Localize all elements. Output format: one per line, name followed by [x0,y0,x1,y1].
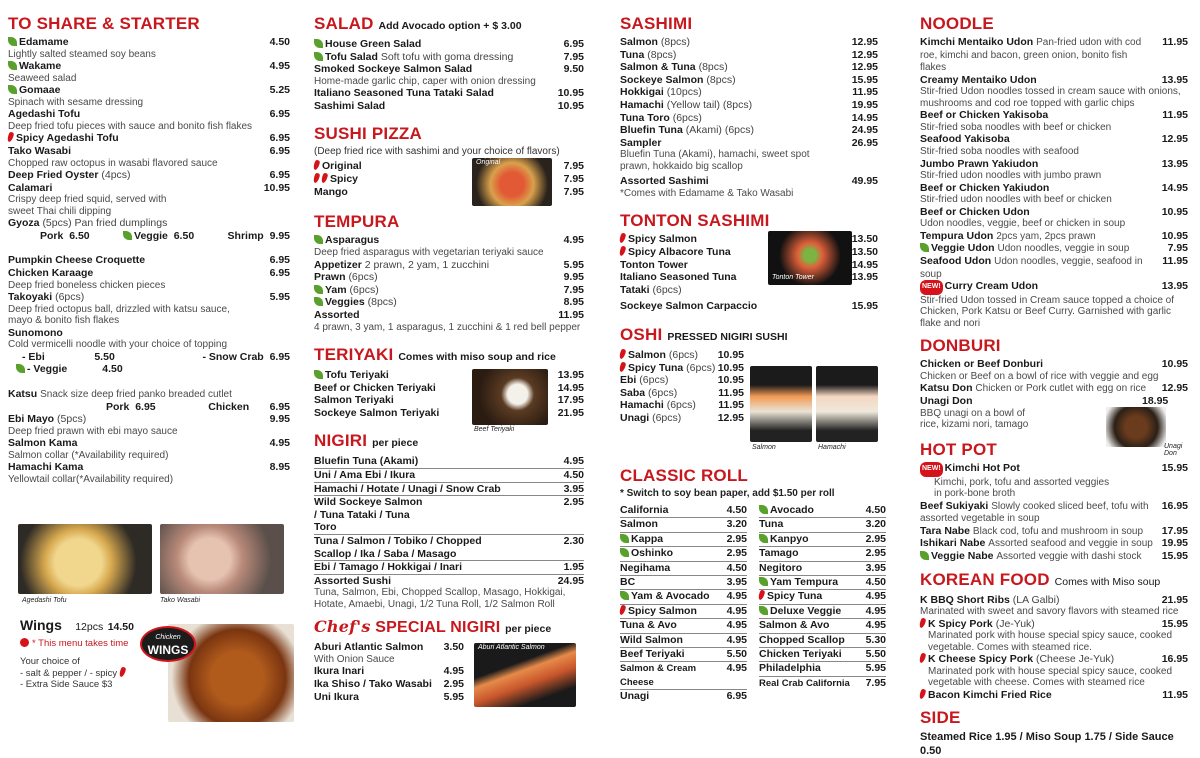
menu-item: Kimchi Mentaiko Udon Pan-fried udon with cod roe, kimchi and bacon, green onion, bonito fish flakes 11.95 [920,36,1188,74]
spicy-chili-icon [619,233,627,244]
menu-item: Sashimi Salad 10.95 [314,99,584,112]
menu-item: Prawn (6pcs) 9.95 [314,271,584,284]
menu-item: Spicy Salmon 4.95 [620,605,747,619]
menu-item: Katsu Snack size deep fried panko breaded cutlet Pork 6.95 Chicken 6.95 [8,388,290,413]
section-title-side: SIDE [920,708,961,728]
menu-item: Assorted Sashimi 49.95 *Comes with Edamame & Tako Wasabi [620,175,878,199]
menu-item: Takoyaki (6pcs) 5.95 Deep fried octopus ball, drizzled with katsu sauce, mayo & bonito fish flakes [8,291,290,327]
spicy-chili-icon [758,590,766,601]
menu-item: Gomaae 5.25 Spinach with sesame dressing [8,84,290,108]
vegetarian-leaf-icon [314,297,323,306]
spicy-chili-icon [118,666,126,677]
menu-item: Bluefin Tuna (Akami) (6pcs) 24.95 [620,124,878,137]
menu-item: California 4.50 [620,504,747,518]
chef-block [314,641,464,703]
menu-item: Ikura Inari 4.95 [314,665,464,678]
pizza-block [314,160,584,200]
menu-item: Oshinko 2.95 [620,547,747,561]
photo-caption: Beef Teriyaki [474,426,515,434]
section-title-tonton: TONTON SASHIMI [620,211,770,231]
menu-item: Kappa 2.95 [620,533,747,547]
menu-item: Saba (6pcs) 11.95 [620,386,744,399]
menu-item: Unagi (6pcs) 12.95 [620,411,744,424]
photo-caption: Unagi Don [1164,443,1183,457]
menu-item: Salmon 3.20 [620,518,747,532]
menu-item: Mango 7.95 [314,185,584,198]
section-title-sushi-pizza: SUSHI PIZZA [314,124,422,144]
section-title-hot-pot: HOT POT [920,440,997,459]
menu-item: Sockeye Salmon Carpaccio 15.95 [620,300,878,313]
vegetarian-leaf-icon [123,231,132,240]
menu-item: Yam & Avocado 4.95 [620,590,747,604]
menu-item: Chicken Teriyaki 5.50 [759,648,886,662]
menu-item: Beef or Chicken Yakiudon 14.95 Stir-fried udon noodles with beef or chicken [920,181,1188,206]
tonton-block [620,233,878,313]
menu-item: Yam Tempura 4.50 [759,576,886,590]
vegetarian-leaf-icon [759,505,768,514]
menu-item: Ika Shiso / Tako Wasabi 2.95 [314,678,464,691]
section-title-teriyaki: TERIYAKI Comes with miso soup and rice [314,345,556,365]
section-title-salad: SALAD Add Avocado option + $ 3.00 [314,14,522,33]
section-title-sashimi: SASHIMI [620,14,693,33]
section-title-nigiri: NIGIRI per piece [314,431,419,451]
section-title-oshi: OSHI PRESSED NIGIRI SUSHI [620,325,788,344]
menu-item: Bluefin Tuna (Akami) 4.95 [314,455,584,468]
menu-item: Jumbo Prawn Yakiudon 13.95 Stir-fried udon noodles with jumbo prawn [920,157,1188,182]
menu-item: Chicken Karaage 6.95 Deep fried boneless chicken pieces [8,267,290,291]
menu-item: Tuna Toro (6pcs) 14.95 [620,111,878,124]
menu-item: Tofu Teriyaki 13.95 [314,369,584,382]
menu-item: Wild Sockeye Salmon / Tuna Tataki / Tuna Toro 2.95 [314,496,584,534]
vegetarian-leaf-icon [8,85,17,94]
menu-item: Smoked Sockeye Salmon Salad 9.50 Home-made garlic chip, caper with onion dressing [314,63,584,87]
menu-item: Negihama 4.50 [620,562,747,576]
menu-item: Beef or Chicken Teriyaki 14.95 [314,381,584,394]
menu-item: Hamachi / Hotate / Unagi / Snow Crab 3.95 [314,482,584,495]
spicy-chili-icon [313,160,321,171]
photo-caption: Hamachi [818,444,846,451]
vegetarian-leaf-icon [314,39,323,48]
menu-item: K Cheese Spicy Pork (Cheese Je-Yuk) 16.95 Marinated pork with house special spicy sauce, cooked vegetable with cheese. Comes with steamed rice [920,653,1188,689]
menu-item: Sunomono Cold vermicelli noodle with your choice of topping - Ebi 5.50 - Snow Crab 6.95 - Veggie 4.50 [8,326,290,376]
menu-item: Spicy Albacore Tuna 13.50 [620,246,878,259]
section-title-donburi: DONBURI [920,336,1001,356]
menu-item: Uni Ikura 5.95 [314,690,464,703]
spicy-chili-icon [919,688,927,699]
menu-item: Italiano Seasoned Tuna Tataki Salad 10.95 [314,87,584,100]
menu-item: Yam (6pcs) 7.95 [314,284,584,297]
menu-item: Spicy Salmon 13.50 [620,233,878,246]
vegetarian-leaf-icon [314,370,323,379]
photo-caption: Aburi Atlantic Salmon [478,644,545,651]
menu-item: Veggies (8pcs) 8.95 [314,296,584,309]
photo-caption: Salmon [752,444,776,451]
vegetarian-leaf-icon [314,52,323,61]
menu-item: Assorted Sushi 24.95 Tuna, Salmon, Ebi, Chopped Scallop, Masago, Hokkigai, Hotate, Amaebi, Unagi, 1/2 Tuna Roll, 1/2 Salmon Roll [314,574,584,610]
menu-item: Tako Wasabi 6.95 Chopped raw octopus in wasabi flavored sauce [8,144,290,169]
menu-item: Avocado 4.50 [759,504,886,518]
wings-badge: Chicken WINGS [140,626,196,662]
spicy-chili-icon [7,132,15,143]
menu-item: Deep Fried Oyster (4pcs) 6.95 [8,169,290,182]
menu-item: Negitoro 3.95 [759,562,886,576]
menu-item: Bacon Kimchi Fried Rice 11.95 [920,689,1188,702]
menu-item: Beef or Chicken Yakisoba 11.95 Stir-fried soba noodles with beef or chicken [920,109,1188,133]
menu-item: Beef Teriyaki 5.50 [620,648,747,662]
unagi-don-photo [1106,407,1166,447]
menu-item: Spicy Tuna (6pcs) 10.95 [620,362,744,375]
new-badge: NEW! [920,280,943,295]
vegetarian-leaf-icon [620,591,629,600]
menu-item: Salmon & Tuna (8pcs) 12.95 [620,61,878,74]
menu-item: Spicy Tuna 4.95 [759,590,886,604]
spicy-chili-icon [619,361,627,372]
menu-item: Tuna (8pcs) 12.95 [620,48,878,61]
menu-item: BC 3.95 [620,576,747,590]
menu-item: Kanpyo 2.95 [759,533,886,547]
menu-item: K BBQ Short Ribs (LA Galbi) 21.95 Marinated with sweet and savory flavors with steamed rice [920,593,1188,618]
spicy-chili-icon [919,653,927,664]
section-title-starters: TO SHARE & STARTER [8,14,200,33]
menu-item: Asparagus 4.95 Deep fried asparagus with vegetarian teriyaki sauce [314,234,584,259]
section-title-chefs-special: Chef's SPECIAL NIGIRI per piece [314,617,552,637]
spicy-chili-icon [619,348,627,359]
menu-item: Katsu Don Chicken or Pork cutlet with egg on rice 12.95 [920,382,1188,395]
menu-item: Ishikari Nabe Assorted seafood and veggie in soup 19.95 [920,537,1188,550]
spicy-chili-icon [619,604,627,615]
menu-item: Seafood Udon Udon noodles, veggie, seafood in soup 11.95 [920,255,1188,280]
spicy-chili-icon [619,246,627,257]
section-title-korean-food: KOREAN FOOD Comes with Miso soup [920,569,1161,589]
salmon-oshi-photo [750,366,812,442]
spicy-chili-icon [919,617,927,628]
menu-item: Salmon & Avo 4.95 [759,619,886,633]
vegetarian-leaf-icon [314,235,323,244]
classic-roll-block: CLASSIC ROLL * Switch to soy bean paper, add $1.50 per roll California 4.50 Salmon 3.20 Kappa 2.95 Oshinko 2.95 Negihama 4.50 BC 3.95 Yam & Avocado 4.95 Spicy Salmon 4.95 Tuna & Avo 4.95 Wild Salmon 4.95 Beef Teriyaki 5.50 Salmon & Cream Cheese 4.95 Unagi 6.95 Avocado 4.50 Tuna 3.20 Kanpyo 2.95 Tamago 2.95 Negitoro 3.95 Yam Tempura 4.50 Spicy Tuna 4.95 Deluxe Veggie 4.95 Salmon & Avo 4.95 Chopped Scallop 5.30 Chicken Teriyaki 5.50 Philadelphia 5.95 Real Crab California 7.95 [620,466,886,703]
column-sashimi-rolls [612,0,908,728]
menu-item: Pumpkin Cheese Croquette 6.95 [8,254,290,267]
menu-item: Spicy Agedashi Tofu 6.95 [8,132,290,145]
teriyaki-block [314,369,584,434]
menu-item: Ebi / Tamago / Hokkigai / Inari 1.95 [314,561,584,574]
side-line: Steamed Rice 1.95 / Miso Soup 1.75 / Side Sauce 0.50 [920,731,1174,758]
spicy-chili-icon [321,173,329,184]
photo-caption: Tako Wasabi [160,597,201,604]
menu-item: Chicken or Beef Donburi 10.95 Chicken or Beef on a bowl of rice with veggie and egg [920,358,1188,382]
menu-item: Unagi Don BBQ unagi on a bowl of rice, kizami nori, tamago [920,395,1029,431]
vegetarian-leaf-icon [620,548,629,557]
menu-item: Gyoza (5pcs) Pan fried dumplings Pork 6.50 Veggie 6.50 Shrimp 9.95 [8,217,290,242]
menu-item: Salmon Kama 4.95 Salmon collar (*Availability required) [8,437,290,461]
column-noodle-hotpot [912,0,1200,758]
unagi-block: Unagi Don BBQ unagi on a bowl of rice, kizami nori, tamago 18.95 Unagi Don [920,395,1188,433]
agedashi-tofu-photo [18,524,152,594]
menu-item: Spicy 7.95 [314,173,584,186]
beef-teriyaki-photo [472,369,548,425]
vegetarian-leaf-icon [16,364,25,373]
menu-item: Tuna & Avo 4.95 [620,619,747,633]
vegetarian-leaf-icon [759,577,768,586]
menu-item: Assorted 11.95 4 prawn, 3 yam, 1 asparagus, 1 zucchini & 1 red bell pepper [314,308,584,333]
menu-item: Beef or Chicken Udon 10.95 Udon noodles, veggie, beef or chicken in soup [920,205,1188,230]
menu-item: Real Crab California 7.95 [759,676,886,689]
photo-caption: Original [476,159,501,167]
menu-item: Edamame 4.50 Lightly salted steamed soy beans [8,36,290,60]
menu-item: Tuna 3.20 [759,518,886,532]
wings-block: Wings 12pcs 14.50 * This menu takes time Your choice of - salt & pepper / - spicy - Extra Side Sauce $3 [20,617,134,690]
vegetarian-leaf-icon [314,285,323,294]
menu-item: Deluxe Veggie 4.95 [759,605,886,619]
menu-item: K Spicy Pork (Je-Yuk) 15.95 Marinated pork with house special spicy sauce, cooked vegetable. Comes with steamed rice. [920,618,1188,654]
menu-item: Aburi Atlantic Salmon 3.50 With Onion Sauce [314,641,464,665]
section-title-classic-roll: CLASSIC ROLL [620,466,749,485]
menu-item: Chopped Scallop 5.30 [759,634,886,648]
menu-item: Salmon Teriyaki 17.95 [314,394,584,407]
menu-item: Tonton Tower 14.95 [620,258,878,271]
menu-item: Philadelphia 5.95 [759,662,886,676]
menu-item: Sockeye Salmon Teriyaki 21.95 [314,406,584,419]
menu-item: Tuna / Salmon / Tobiko / Chopped Scallop / Ika / Saba / Masago 2.30 [314,534,584,560]
menu-item: Sampler 26.95 Bluefin Tuna (Akami), hamachi, sweet spot prawn, hokkaido big scallop [620,136,878,172]
menu-item: Original 7.95 [314,160,584,173]
tako-wasabi-photo [160,524,284,594]
vegetarian-leaf-icon [759,606,768,615]
menu-item: Hamachi (Yellow tail) (8pcs) 19.95 [620,98,878,111]
vegetarian-leaf-icon [8,37,17,46]
menu-item: Veggie Udon Udon noodles, veggie in soup 7.95 [920,242,1188,255]
hamachi-oshi-photo [816,366,878,442]
vegetarian-leaf-icon [8,61,17,70]
new-badge: NEW! [920,462,943,477]
clock-icon [20,638,29,647]
aburi-salmon-photo [474,643,576,707]
menu-item: Ebi (6pcs) 10.95 [620,374,744,387]
menu-item: Hamachi Kama 8.95 Yellowtail collar(*Availability required) [8,461,290,485]
menu-item: Tofu Salad Soft tofu with goma dressing 7.95 [314,51,584,64]
menu-item: Unagi 6.95 [620,690,747,703]
menu-item: Seafood Yakisoba 12.95 Stir-fried soba noodles with seafood [920,133,1188,158]
spicy-chili-icon [313,173,321,184]
menu-item: NEW! Curry Cream Udon 13.95 Stir-fried Udon tossed in Cream sauce topped a choice of Chicken, Pork Katsu or Beef Curry. Garnished with garlic flake and nori [920,280,1188,329]
menu-item: Creamy Mentaiko Udon 13.95 Stir-fried Udon noodles tossed in cream sauce with onions, mushrooms and cod roe topped with garlic chips [920,73,1188,109]
menu-item: House Green Salad 6.95 [314,38,584,51]
menu-item: Wakame 4.95 Seaweed salad [8,60,290,84]
menu-item: Sockeye Salmon (8pcs) 15.95 [620,73,878,86]
roll-grid [620,504,886,704]
menu-item: Hamachi (6pcs) 11.95 [620,399,744,412]
vegetarian-leaf-icon [920,243,929,252]
section-title-tempura: TEMPURA [314,212,400,232]
menu-item: Hokkigai (10pcs) 11.95 [620,86,878,99]
section-title-noodle: NOODLE [920,14,994,33]
menu-item: Tempura Udon 2pcs yam, 2pcs prawn 10.95 [920,229,1188,242]
menu-item: Appetizer 2 prawn, 2 yam, 1 zucchini 5.95 [314,258,584,271]
oshi-block [620,349,744,425]
menu-item: Agedashi Tofu 6.95 Deep fried tofu pieces with sauce and bonito fish flakes [8,108,290,132]
menu-item: Tara Nabe Black cod, tofu and mushroom in soup 17.95 [920,524,1188,537]
photo-caption: Agedashi Tofu [22,597,67,604]
menu-item: Salmon (6pcs) 10.95 [620,349,744,362]
menu-item: Uni / Ama Ebi / Ikura 4.50 [314,469,584,481]
menu-item: Salmon (8pcs) 12.95 [620,36,878,48]
menu-item: Tamago 2.95 [759,547,886,561]
menu-item: Italiano Seasoned Tuna Tataki (6pcs) 13.95 [620,271,878,296]
menu-item: Calamari 10.95 Crispy deep fried squid, served with sweet Thai chili dipping [8,181,290,217]
photo-caption: Tonton Tower [772,274,814,282]
menu-item: NEW! Kimchi Hot Pot 15.95 Kimchi, pork, tofu and assorted veggies in pork-bone broth [922,462,1188,500]
menu-item: Beef Sukiyaki Slowly cooked sliced beef, tofu with assorted vegetable in soup 16.95 [920,499,1188,525]
vegetarian-leaf-icon [620,534,629,543]
column-salad-sushi: SALAD Add Avocado option + $ 3.00 House Green Salad 6.95 Tofu Salad Soft tofu with goma dressing 7.95 Smoked Sockeye Salmon Salad 9.50 Home-made garlic chip, caper with onion dressing Italiano Seasoned Tuna Tataki Salad 10.95 Sashimi Salad 10.95 SUSHI PIZZA (Deep fried rice with sashimi and your choice of flavors) Original 7.95 Spicy 7.95 Mango 7.95 Original TEMPURA Asparagus 4.95 Deep fried asparagus with vegetarian teriyaki sauce Appetizer 2 prawn, 2 yam, 1 zucchini 5.95 Prawn (6pcs) 9.95 Yam (6pcs) 7.95 Veggies (8pcs) 8.95 Assorted 11.95 4 prawn, 3 yam, 1 asparagus, 1 zucchini & 1 red bell pepper TERIYAKI Comes with miso soup and rice Tofu Teriyaki 13.95 Beef or Chicken Teriyaki 14.95 Salmon Teriyaki 17.95 Sockeye Salmon Teriyaki 21.95 Beef Teriyaki NIGIRI per piece Bluefin Tuna (Akami) 4.95 Uni / Ama Ebi / Ikura 4.50 Hamachi / Hotate / Unagi / Snow Crab 3.95 Wild Sockeye Salmon / Tuna Tataki / Tuna Toro 2.95 Tuna / Salmon / Tobiko / Chopped Scallop / Ika / Saba / Masago 2.30 Ebi / Tamago / Hokkigai / Inari 1.95 Assorted Sushi 24.95 Tuna, Salmon, Ebi, Chopped Scallop, Masago, Hokkigai, Hotate, Amaebi, Unagi, 1/2 Tuna Roll, 1/2 Salmon Roll Chef's SPECIAL NIGIRI per piece Aburi Atlantic Salmon 3.50 With Onion Sauce Ikura Inari 4.95 Ika Shiso / Tako Wasabi 2.95 Uni Ikura 5.95 Aburi Atlantic Salmon [314,0,614,728]
menu-item: Wild Salmon 4.95 [620,634,747,648]
menu-item: Ebi Mayo (5pcs) 9.95 Deep fried prawn with ebi mayo sauce [8,413,290,437]
column-starters [0,0,300,728]
vegetarian-leaf-icon [759,534,768,543]
vegetarian-leaf-icon [920,551,929,560]
menu-item: Salmon & Cream Cheese 4.95 [620,662,747,690]
menu-item: Veggie Nabe Assorted veggie with dashi stock 15.95 [920,550,1188,563]
